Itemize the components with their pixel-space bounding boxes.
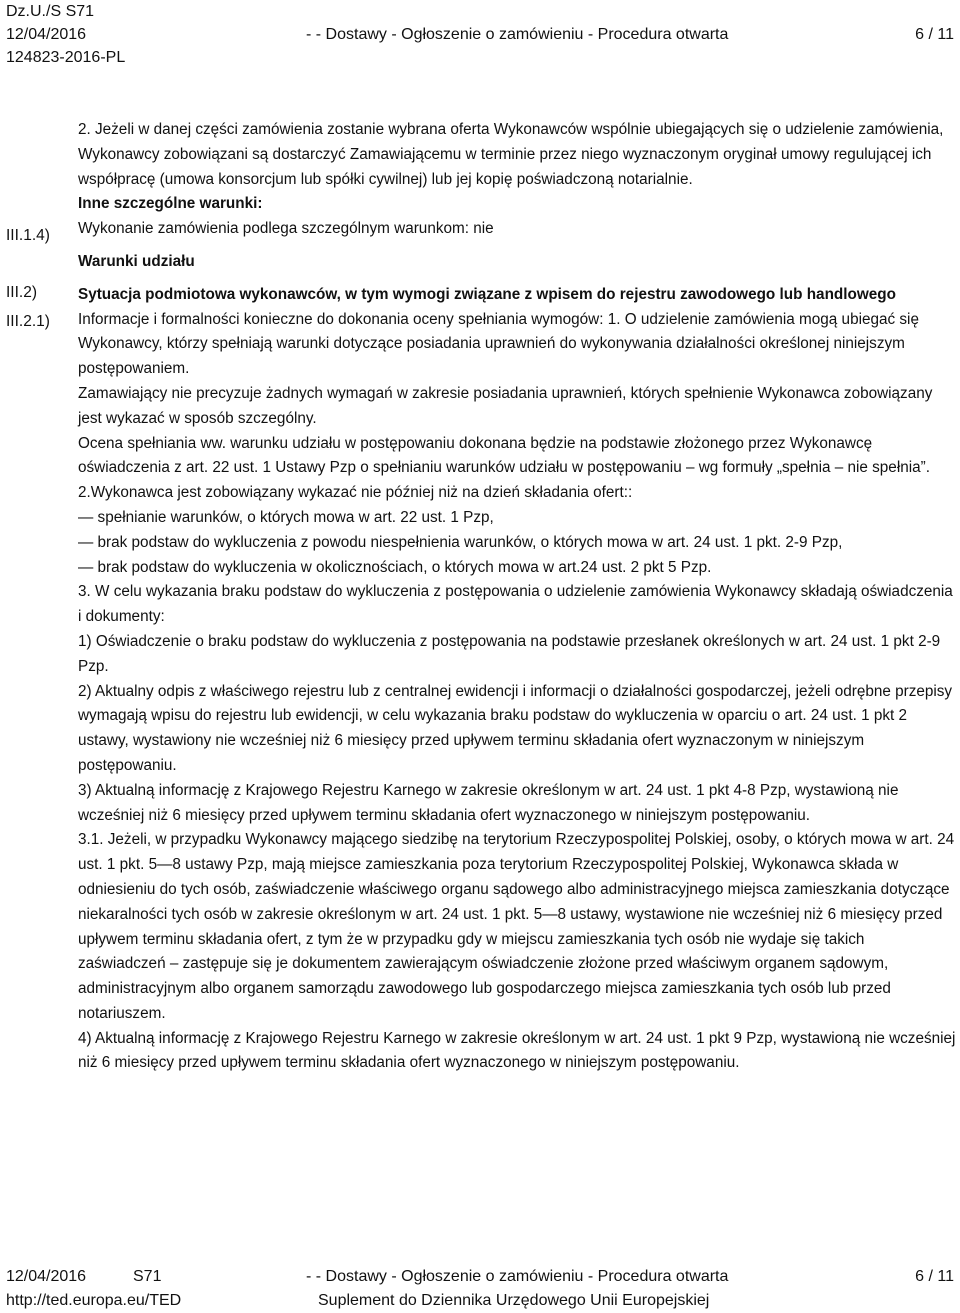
header-page-number: 6 / 11: [915, 26, 954, 43]
participation-conditions-heading: Warunki udziału: [78, 252, 195, 270]
list-item: — brak podstaw do wykluczenia z powodu niespełnienia warunków, o których mowa w art. 24 ust. 1 pkt. 2-9 Pzp,: [78, 533, 843, 551]
consortium-paragraph: 2. Jeżeli w danej części zamówienia zostanie wybrana oferta Wykonawców wspólnie ubiegających się o udzielenie zamówienia, Wykonawcy zobowiązani są dostarczyć Zamawiającemu w terminie przez niego wyznaczonym oryginał umowy regulującej ich współpracę (umowa konsorcjum lub spółki cywilnej) lub jej kopię poświadczoną notarialnie.: [78, 121, 944, 188]
paragraph: 3. W celu wykazania braku podstaw do wykluczenia z postępowania o udzielenie zamówienia Wykonawcy składają oświadczenia i dokumenty:: [78, 583, 953, 626]
list-item: — brak podstaw do wykluczenia w okolicznościach, o których mowa w art.24 ust. 2 pkt 5 Pzp.: [78, 558, 712, 576]
footer-supplement: Suplement do Dziennika Urzędowego Unii Europejskiej: [318, 1292, 710, 1309]
main-content: [78, 118, 956, 1076]
paragraph: 3.1. Jeżeli, w przypadku Wykonawcy mającego siedzibę na terytorium Rzeczypospolitej Polskiej, osoby, o których mowa w art. 24 ust. 1 pkt. 5—8 ustawy Pzp, mają miejsce zamieszkania poza terytorium Rzeczypospolitej Polskiej, Wykonawca składa w odniesieniu do tych osób, zaświadczenie właściwego organu sądowego albo administracyjnego miejsca zamieszkania dotyczące niekaralności tych osób w zakresie określonym w art. 24 ust. 1 pkt. 5—8 ustawy, wystawione nie wcześniej niż 6 miesięcy przed upływem terminu składania ofert, z tym że w przypadku gdy w miejscu zamieszkania tych osób nie wydaje się takich zaświadczeń – zastępuje się je dokumentem zawierającym oświadczenie złożone przed właściwym organem sądowym, administracyjnym albo organem samorządu zawodowego lub gospodarczego miejsca zamieszkania tych osób lub przed notariuszem.: [78, 831, 955, 1022]
section-number-iii-1-4: III.1.4): [6, 227, 50, 244]
section-number-iii-2: III.2): [6, 284, 38, 301]
header-date: 12/04/2016: [6, 26, 87, 43]
paragraph: Informacje i formalności konieczne do dokonania oceny spełniania wymogów: 1. O udzielenie zamówienia mogą ubiegać się Wykonawcy, którzy spełniają warunki dotyczące posiadania uprawnień do wykonywania działalności określonej niniejszym postępowaniem.: [78, 310, 919, 378]
paragraph: 2) Aktualny odpis z właściwego rejestru lub z centralnej ewidencji i informacji o działalności gospodarczej, jeżeli odrębne przepisy wymagają wpisu do rejestru lub ewidencji, w celu wykazania braku podstaw do wykluczenia w oparciu o art. 24 ust. 1 pkt 2 ustawy, wystawiony nie wcześniej niż 6 miesięcy przed upływem terminu składania ofert wyznaczonym w niniejszym postępowaniu.: [78, 682, 953, 774]
situation-heading: Sytuacja podmiotowa wykonawców, w tym wymogi związane z wpisem do rejestru zawodowego lub handlowego: [78, 285, 896, 303]
paragraph: 2.Wykonawca jest zobowiązany wykazać nie później niż na dzień składania ofert::: [78, 484, 633, 502]
list-item: — spełnianie warunków, o których mowa w art. 22 ust. 1 Pzp,: [78, 508, 494, 526]
paragraph: 4) Aktualną informację z Krajowego Rejestru Karnego w zakresie określonym w art. 24 ust. 1 pkt 9 Pzp, wystawioną nie wcześniej niż 6 miesięcy przed upływem terminu składania ofert wyznaczonego w niniejszym postępowaniu.: [78, 1029, 956, 1072]
section-number-iii-2-1: III.2.1): [6, 313, 50, 330]
footer-date: 12/04/2016: [6, 1268, 87, 1285]
notice-id: 124823-2016-PL: [6, 49, 126, 66]
footer-url[interactable]: http://ted.europa.eu/TED: [6, 1292, 182, 1309]
paragraph: Zamawiający nie precyzuje żadnych wymagań w zakresie posiadania uprawnień, których spełnienie Wykonawca zobowiązany jest wykazać w sposób szczególny.: [78, 384, 933, 427]
paragraph: Ocena spełniania ww. warunku udziału w postępowaniu dokonana będzie na podstawie złożonego przez Wykonawcę oświadczenia z art. 22 ust. 1 Ustawy Pzp o spełnianiu warunków udziału w postępowaniu – wg formuły „spełnia – nie spełnia”.: [78, 434, 930, 477]
journal-ref: Dz.U./S S71: [6, 3, 95, 20]
footer-page-number: 6 / 11: [915, 1268, 954, 1285]
paragraph: 1) Oświadczenie o braku podstaw do wykluczenia z postępowania na podstawie przesłanek określonych w art. 24 ust. 1 pkt 2-9 Pzp.: [78, 632, 941, 675]
other-conditions-text: Wykonanie zamówienia podlega szczególnym warunkom: nie: [78, 220, 494, 238]
page-footer: [6, 1265, 954, 1313]
footer-title: - - Dostawy - Ogłoszenie o zamówieniu - Procedura otwarta: [306, 1268, 729, 1285]
header-title: - - Dostawy - Ogłoszenie o zamówieniu - Procedura otwarta: [306, 26, 729, 43]
footer-code: S71: [133, 1268, 162, 1285]
page-header: [6, 0, 954, 69]
other-conditions-heading: Inne szczególne warunki:: [78, 195, 263, 213]
paragraph: 3) Aktualną informację z Krajowego Rejestru Karnego w zakresie określonym w art. 24 ust. 1 pkt 4-8 Pzp, wystawioną nie wcześniej niż 6 miesięcy przed upływem terminu składania ofert wyznaczonego w niniejszym postępowaniu.: [78, 781, 899, 824]
